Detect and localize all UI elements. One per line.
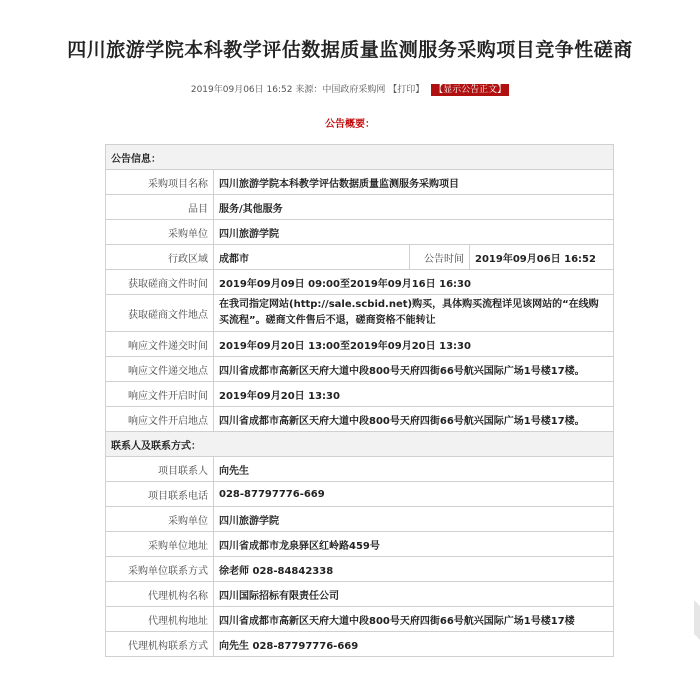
table-row	[106, 245, 614, 270]
row-value: 在我司指定网站(http://sale.scbid.net)购买，具体购买流程详见该网站的“在线购买流程”。磋商文件售后不退，磋商资格不能转让	[214, 295, 614, 332]
table-row	[106, 507, 614, 532]
row-label: 采购单位地址	[106, 532, 214, 557]
row-label: 公告时间	[410, 245, 470, 270]
table-row	[106, 332, 614, 357]
table-row	[106, 557, 614, 582]
table-row	[106, 195, 614, 220]
publish-datetime: 2019年09月06日 16:52	[190, 85, 293, 95]
row-value: 四川省成都市龙泉驿区红岭路459号	[214, 532, 614, 557]
row-value: 四川旅游学院本科教学评估数据质量监测服务采购项目	[214, 170, 614, 195]
print-button[interactable]: 【打印】	[388, 85, 425, 95]
row-label: 项目联系人	[106, 457, 214, 482]
row-label: 响应文件开启地点	[106, 407, 214, 432]
row-label: 采购单位	[106, 507, 214, 532]
table-row	[106, 607, 614, 632]
scroll-indicator-icon[interactable]	[692, 600, 700, 640]
row-value: 向先生 028-87797776-669	[214, 632, 614, 657]
row-label: 行政区域	[106, 245, 214, 270]
row-label: 采购项目名称	[106, 170, 214, 195]
table-row	[106, 482, 614, 507]
table-row	[106, 407, 614, 432]
section-row	[106, 432, 614, 457]
section-contact: 联系人及联系方式：	[106, 432, 614, 457]
section-row	[106, 145, 614, 170]
row-value: 四川国际招标有限责任公司	[214, 582, 614, 607]
notice-info-table	[105, 144, 614, 657]
source-link[interactable]: 中国政府采购网	[322, 85, 386, 95]
row-label: 响应文件递交时间	[106, 332, 214, 357]
notice-meta	[0, 82, 700, 95]
row-value: 成都市	[214, 245, 410, 270]
row-value: 2019年09月20日 13:30	[214, 382, 614, 407]
row-label: 代理机构联系方式	[106, 632, 214, 657]
row-value: 四川旅游学院	[214, 507, 614, 532]
table-row	[106, 632, 614, 657]
row-value: 徐老师 028-84842338	[214, 557, 614, 582]
source-label: 来源：	[295, 85, 323, 95]
table-row	[106, 295, 614, 332]
section-notice-info: 公告信息：	[106, 145, 614, 170]
page-title: 四川旅游学院本科教学评估数据质量监测服务采购项目竞争性磋商	[67, 39, 633, 61]
row-value: 2019年09月20日 13:00至2019年09月20日 13:30	[214, 332, 614, 357]
row-label: 代理机构名称	[106, 582, 214, 607]
table-row	[106, 220, 614, 245]
table-row	[106, 382, 614, 407]
row-value: 四川旅游学院	[214, 220, 614, 245]
row-value: 服务/其他服务	[214, 195, 614, 220]
row-value: 四川省成都市高新区天府大道中段800号天府四街66号航兴国际广场1号楼17楼	[214, 607, 614, 632]
summary-heading: 公告概要：	[325, 119, 375, 130]
table-row	[106, 357, 614, 382]
row-value: 向先生	[214, 457, 614, 482]
table-row	[106, 457, 614, 482]
row-value: 2019年09月06日 16:52	[470, 245, 614, 270]
row-label: 代理机构地址	[106, 607, 214, 632]
table-row	[106, 170, 614, 195]
row-value: 2019年09月09日 09:00至2019年09月16日 16:30	[214, 270, 614, 295]
row-label: 响应文件开启时间	[106, 382, 214, 407]
table-row	[106, 270, 614, 295]
row-value: 四川省成都市高新区天府大道中段800号天府四街66号航兴国际广场1号楼17楼。	[214, 357, 614, 382]
row-label: 采购单位	[106, 220, 214, 245]
table-row	[106, 532, 614, 557]
row-label: 获取磋商文件地点	[106, 295, 214, 332]
row-label: 品目	[106, 195, 214, 220]
row-label: 获取磋商文件时间	[106, 270, 214, 295]
row-value: 028-87797776-669	[214, 482, 614, 507]
row-label: 采购单位联系方式	[106, 557, 214, 582]
row-label: 项目联系电话	[106, 482, 214, 507]
row-label: 响应文件递交地点	[106, 357, 214, 382]
table-row	[106, 582, 614, 607]
row-value: 四川省成都市高新区天府大道中段800号天府四街66号航兴国际广场1号楼17楼。	[214, 407, 614, 432]
show-notice-button[interactable]: 【显示公告正文】	[431, 84, 509, 96]
